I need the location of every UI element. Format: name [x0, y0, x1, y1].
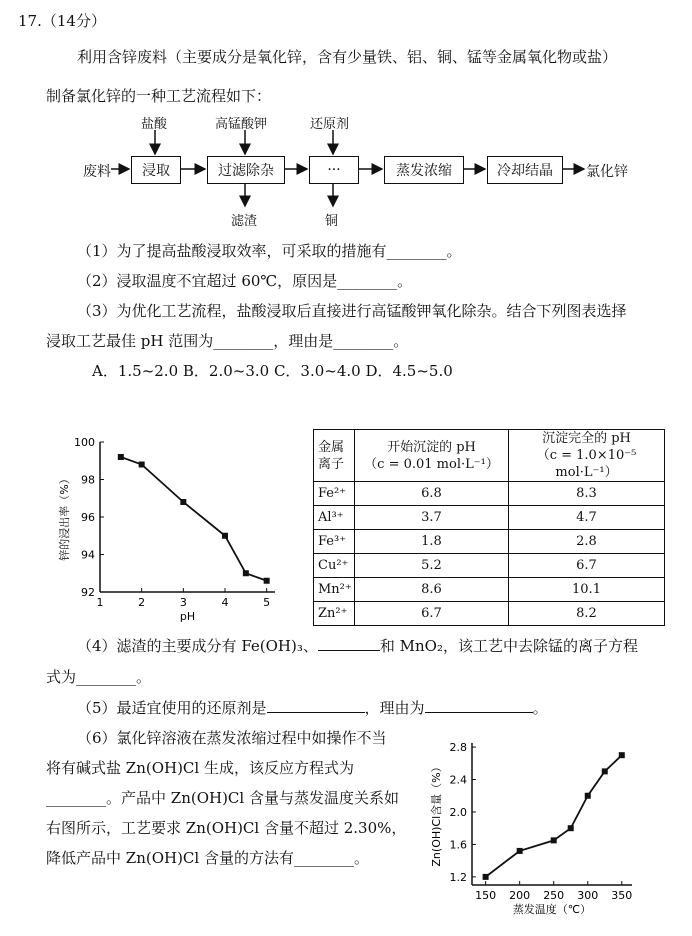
complete-ph-cell: 6.7 [509, 554, 665, 578]
ion-cell: Al³⁺ [314, 506, 355, 530]
flow-end-label: 氯化锌 [586, 164, 628, 180]
ion-cell: Mn²⁺ [314, 578, 355, 602]
x-tick-label: 150 [475, 889, 497, 902]
start-ph-cell: 5.2 [355, 554, 509, 578]
y-tick-label: 98 [81, 473, 95, 487]
flow-start-label: 废料 [83, 164, 111, 180]
y-axis-label: 锌的浸出率（%） [58, 473, 71, 561]
start-ph-cell: 3.7 [355, 506, 509, 530]
data-point [551, 837, 557, 843]
flow-input-hcl: 盐酸 [141, 117, 168, 132]
table-row [314, 554, 665, 578]
header-ion: 金属 离子 [314, 430, 355, 482]
table-header-row [314, 430, 665, 482]
answer-blank [318, 649, 380, 651]
question-part-6-line2: 将有碱式盐 Zn(OH)Cl 生成，该反应方程式为 [46, 759, 354, 777]
x-tick-label: 3 [179, 596, 187, 609]
data-point [139, 462, 145, 468]
flow-box-leaching: 浸取 [131, 156, 181, 184]
answer-blank [267, 711, 365, 713]
question-part-3-options: A．1.5~2.0 B．2.0~3.0 C．3.0~4.0 D．4.5~5.0 [92, 362, 453, 380]
x-tick-label: 300 [577, 889, 599, 902]
table-row [314, 530, 665, 554]
flow-input-kmno4: 高锰酸钾 [215, 117, 268, 132]
header-start-ph: 开始沉淀的 pH （c = 0.01 mol·L⁻¹） [355, 430, 509, 482]
x-tick-label: 200 [509, 889, 531, 902]
x-axis-label: pH [179, 610, 196, 623]
intro-text-line1: 利用含锌废料（主要成分是氧化锌，含有少量铁、铝、铜、锰等金属氧化物或盐） [77, 48, 618, 66]
flow-box-crystallization: 冷却结晶 [487, 156, 563, 184]
y-tick-label: 2.4 [449, 773, 467, 787]
table-row [314, 602, 665, 626]
header-complete-ph: 沉淀完全的 pH （c = 1.0×10⁻⁵ mol·L⁻¹） [509, 430, 665, 482]
x-tick-label: 1 [96, 596, 104, 609]
x-tick-label: 250 [543, 889, 565, 902]
complete-ph-cell: 8.2 [509, 602, 665, 626]
start-ph-cell: 1.8 [355, 530, 509, 554]
series-line [121, 457, 267, 581]
start-ph-cell: 6.8 [355, 482, 509, 506]
table-row [314, 578, 665, 602]
flow-output-copper: 铜 [325, 214, 339, 229]
x-tick-label: 4 [221, 596, 229, 609]
question-number: 17.（14分） [18, 12, 106, 30]
table-row [314, 506, 665, 530]
question-part-1: （1）为了提高盐酸浸取效率，可采取的措施有________。 [77, 242, 462, 260]
table-row [314, 482, 665, 506]
question-part-4-line2: 式为________。 [46, 668, 152, 686]
answer-blank [425, 711, 533, 713]
intro-text-line2: 制备氯化锌的一种工艺流程如下： [46, 87, 272, 105]
data-point [619, 752, 625, 758]
y-tick-label: 94 [81, 548, 95, 562]
data-point [483, 874, 489, 880]
flow-input-reductant: 还原剂 [310, 117, 350, 132]
y-tick-label: 96 [81, 511, 95, 524]
question-part-6-line5: 降低产品中 Zn(OH)Cl 含量的方法有________。 [46, 849, 369, 867]
y-tick-label: 2.8 [449, 741, 467, 755]
question-part-5: （5）最适宜使用的还原剂是 ，理由为 。 [77, 699, 548, 717]
question-part-4-line1: （4）滤渣的主要成分有 Fe(OH)₃、 和 MnO₂，该工艺中去除锰的离子方程 [77, 637, 638, 655]
flow-arrows [0, 0, 692, 240]
data-point [243, 570, 249, 576]
y-tick-label: 92 [81, 586, 95, 599]
question-part-2: （2）浸取温度不宜超过 60℃，原因是________。 [77, 272, 413, 290]
flow-box-ellipsis: ··· [309, 156, 359, 184]
question-part-6-line1: （6）氯化锌溶液在蒸发浓缩过程中如操作不当 [77, 729, 387, 747]
y-tick-label: 2.0 [449, 805, 467, 819]
flow-box-evaporation: 蒸发浓缩 [384, 156, 464, 184]
ion-cell: Zn²⁺ [314, 602, 355, 626]
data-point [180, 499, 186, 505]
data-point [568, 825, 574, 831]
ion-cell: Fe²⁺ [314, 482, 355, 506]
y-axis-label: Zn(OH)Cl含量（%） [430, 761, 443, 867]
series-line [486, 755, 622, 877]
chart-znohcl-content [432, 733, 652, 933]
start-ph-cell: 6.7 [355, 602, 509, 626]
ion-cell: Cu²⁺ [314, 554, 355, 578]
data-point [222, 533, 228, 539]
x-tick-label: 5 [263, 596, 271, 609]
question-part-6-line3: ________。产品中 Zn(OH)Cl 含量与蒸发温度关系如 [46, 789, 399, 807]
question-part-3-line1: （3）为优化工艺流程，盐酸浸取后直接进行高锰酸钾氧化除杂。结合下列图表选择 [77, 302, 627, 320]
y-tick-label: 100 [74, 436, 95, 449]
data-point [264, 578, 270, 584]
data-point [118, 454, 124, 460]
data-point [585, 793, 591, 799]
question-part-6-line4: 右图所示，工艺要求 Zn(OH)Cl 含量不超过 2.30%， [46, 819, 407, 837]
y-tick-label: 1.6 [449, 838, 467, 852]
data-point [517, 848, 523, 854]
ion-cell: Fe³⁺ [314, 530, 355, 554]
x-axis-label: 蒸发温度（℃） [512, 903, 592, 916]
precipitation-ph-table [313, 429, 665, 626]
chart-leaching-rate [50, 430, 290, 625]
y-tick-label: 1.2 [449, 870, 467, 884]
x-tick-label: 2 [138, 596, 146, 609]
flow-output-residue: 滤渣 [231, 214, 258, 229]
complete-ph-cell: 4.7 [509, 506, 665, 530]
complete-ph-cell: 10.1 [509, 578, 665, 602]
complete-ph-cell: 2.8 [509, 530, 665, 554]
complete-ph-cell: 8.3 [509, 482, 665, 506]
x-tick-label: 350 [611, 889, 633, 902]
flow-box-filtration: 过滤除杂 [207, 156, 285, 184]
question-part-3-line2: 浸取工艺最佳 pH 范围为________，理由是________。 [46, 332, 409, 350]
data-point [602, 768, 608, 774]
start-ph-cell: 8.6 [355, 578, 509, 602]
